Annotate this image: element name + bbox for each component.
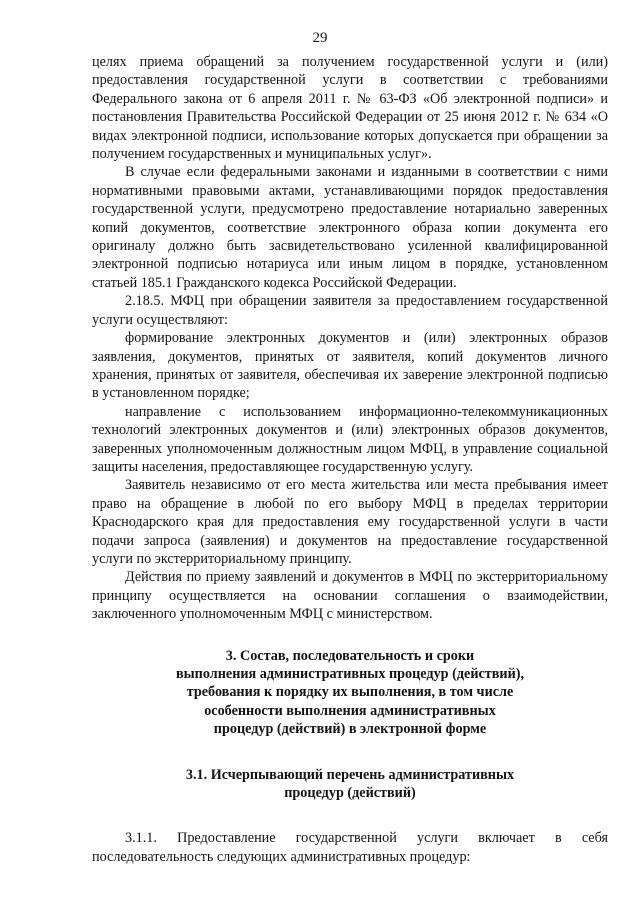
section-heading-line: требования к порядку их выполнения, в том числе (186, 684, 514, 701)
paragraph-extraterritorial-right: Заявитель независимо от его места жительства или места пребывания имеет право на обращение в любой по его выбору МФЦ в пределах территории Краснодарского края для предоставления ему государственной услуги в части подачи запроса (заявления) и документов на предоставление государственной услуги по экстерриториальному принципу. (92, 477, 608, 567)
paragraph-3-1-1: 3.1.1. Предоставление государственной услуги включает в себя последовательность следующих административных процедур: (92, 830, 608, 865)
page-number: 29 (312, 30, 328, 46)
paragraph-2-18-5: 2.18.5. МФЦ при обращении заявителя за предоставлением государственной услуги осуществляют: (92, 293, 608, 328)
page-body (92, 53, 608, 866)
paragraph-electronic-documents: формирование электронных документов и (или) электронных образов заявления, документов, принятых от заявителя, копий документов личного хранения, принятых от заявителя, обеспечивая их заверение электронной подписью в установленном порядке; (92, 330, 608, 402)
section-heading-line: процедур (действий) в электронной форме (213, 721, 487, 738)
subsection-3-1-heading (92, 766, 608, 803)
paragraph-continuation: целях приема обращений за получением государственной услуги и (или) предоставления государственной услуги в соответствии с требованиями Федерального закона от 6 апреля 2011 г. № 63-ФЗ «Об электронной подписи» и постановления Правительства Российской Федерации от 25 июня 2012 г. № 634 «О видах электронной подписи, использование которых допускается при обращении за получением государственных и муниципальных услуг». (92, 54, 608, 163)
paragraph-extraterritorial-agreement: Действия по приему заявлений и документов в МФЦ по экстерриториальному принципу осуществляется на основании соглашения о взаимодействии, заключенного уполномоченным МФЦ с министерством. (92, 569, 608, 623)
paragraph-transmission: направление с использованием информационно-телекоммуникационных технологий электронных документов и (или) электронных образов документов, заверенных уполномоченным должностным лицом МФЦ, в управление социальной защиты населения, предоставляющее государственную услугу. (92, 403, 608, 475)
paragraph-notarial-copies: В случае если федеральными законами и изданными в соответствии с ними нормативными правовыми актами, устанавливающими порядок предоставления государственной услуги, предусмотрено предоставление нотариально заверенных копий документов, соответствие электронного образа копии документа его оригиналу должно быть засвидетельствовано усиленной квалифицированной электронной подписью нотариуса или иным лицом в порядке, установленном статьей 185.1 Гражданского кодекса Российской Федерации. (92, 164, 608, 291)
section-heading-line: выполнения административных процедур (действий), (175, 666, 525, 682)
section-heading-line: особенности выполнения административных (204, 702, 496, 719)
section-heading-line: 3. Состав, последовательность и сроки (225, 647, 475, 664)
subsection-heading-line: процедур (действий) (284, 785, 416, 802)
section-3-heading (92, 647, 608, 739)
subsection-heading-line: 3.1. Исчерпывающий перечень административных (185, 766, 515, 783)
